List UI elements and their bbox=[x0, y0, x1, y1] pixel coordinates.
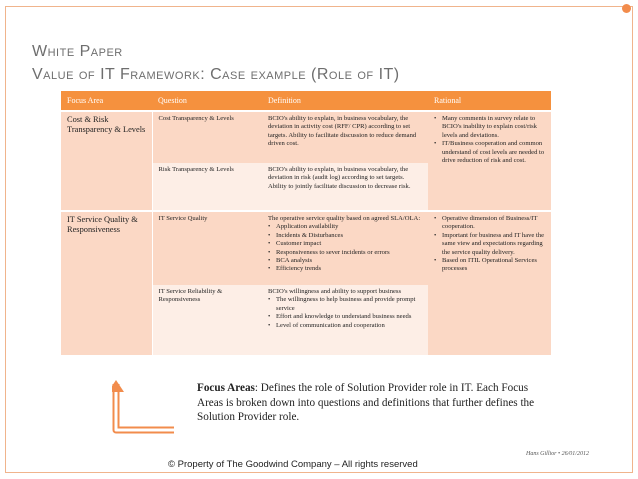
list-item: • Responsiveness to sever incidents or errors bbox=[276, 249, 422, 257]
corner-dot bbox=[622, 4, 631, 13]
rational-cell bbox=[428, 111, 551, 211]
definition-intro: The operative service quality based on agreed SLA/OLA: bbox=[268, 215, 421, 222]
list-item: • BCA analysis bbox=[276, 257, 422, 265]
author-date: Hans Gillior • 26/01/2012 bbox=[526, 451, 589, 457]
list-item: • Many comments in survey relate to BCIO's inability to explain cost/risk levels and deviations. bbox=[442, 115, 545, 140]
definition-intro: BCIO's willingness and ability to support business bbox=[268, 288, 402, 295]
slide-title: White Paper bbox=[32, 43, 123, 60]
header-definition: Definition bbox=[262, 91, 428, 111]
list-item: • Effort and knowledge to understand business needs bbox=[276, 313, 422, 321]
slide-subtitle: Value of IT Framework: Case example (Role of IT) bbox=[32, 66, 400, 83]
table-row bbox=[61, 211, 551, 285]
copyright-footer: © Property of The Goodwind Company – All rights reserved bbox=[168, 459, 418, 470]
table-header-row bbox=[61, 91, 551, 111]
definition-cell: BCIO's ability to explain, in business vocabulary, the deviation in risk (audit log) according to set targets. Ability to jointly facilitate discussion to decrease risk. bbox=[262, 163, 428, 211]
question-cell: IT Service Quality bbox=[152, 211, 262, 285]
list-item: • Customer impact bbox=[276, 240, 422, 248]
list-item: • Incidents & Disturbances bbox=[276, 232, 422, 240]
header-rational: Rational bbox=[428, 91, 551, 111]
table-row bbox=[61, 111, 551, 163]
list-item: • Operative dimension of Business/IT cooperation. bbox=[442, 215, 545, 232]
definition-cell bbox=[262, 285, 428, 355]
list-item: • Level of communication and cooperation bbox=[276, 322, 422, 330]
question-cell: Cost Transparency & Levels bbox=[152, 111, 262, 163]
list-item: • Based on ITIL Operational Services processes bbox=[442, 257, 545, 274]
list-item: • Application availability bbox=[276, 223, 422, 231]
focus-area-cell: Cost & Risk Transparency & Levels bbox=[61, 111, 152, 211]
focus-areas-note bbox=[197, 381, 537, 425]
list-item: • Efficiency trends bbox=[276, 265, 422, 273]
header-focus-area: Focus Area bbox=[61, 91, 152, 111]
question-cell: Risk Transparency & Levels bbox=[152, 163, 262, 211]
list-item: • The willingness to help business and provide prompt service bbox=[276, 296, 422, 313]
definition-cell bbox=[262, 211, 428, 285]
note-label: Focus Areas bbox=[197, 382, 255, 394]
question-cell: IT Service Reliability & Responsiveness bbox=[152, 285, 262, 355]
note-text: : Defines the role of Solution Provider role in IT. Each Focus Areas is broken down into questions and definitions that further defines the Solution Provider role. bbox=[197, 382, 535, 424]
definition-cell: BCIO's ability to explain, in business vocabulary, the deviation in activity cost (RFF/ CPR) according to set targets. Ability to facilitate discussion to reduce demand driven cost. bbox=[262, 111, 428, 163]
list-item: • IT/Business cooperation and common understand of cost levels are needed to drive reduction of risk and cost. bbox=[442, 140, 545, 165]
rational-cell bbox=[428, 211, 551, 355]
list-item: • Important for business and IT have the same view and expectations regarding the service quality delivery. bbox=[442, 232, 545, 257]
return-arrow-icon bbox=[112, 378, 182, 438]
header-question: Question bbox=[152, 91, 262, 111]
framework-table bbox=[61, 91, 551, 355]
focus-area-cell: IT Service Quality & Responsiveness bbox=[61, 211, 152, 355]
